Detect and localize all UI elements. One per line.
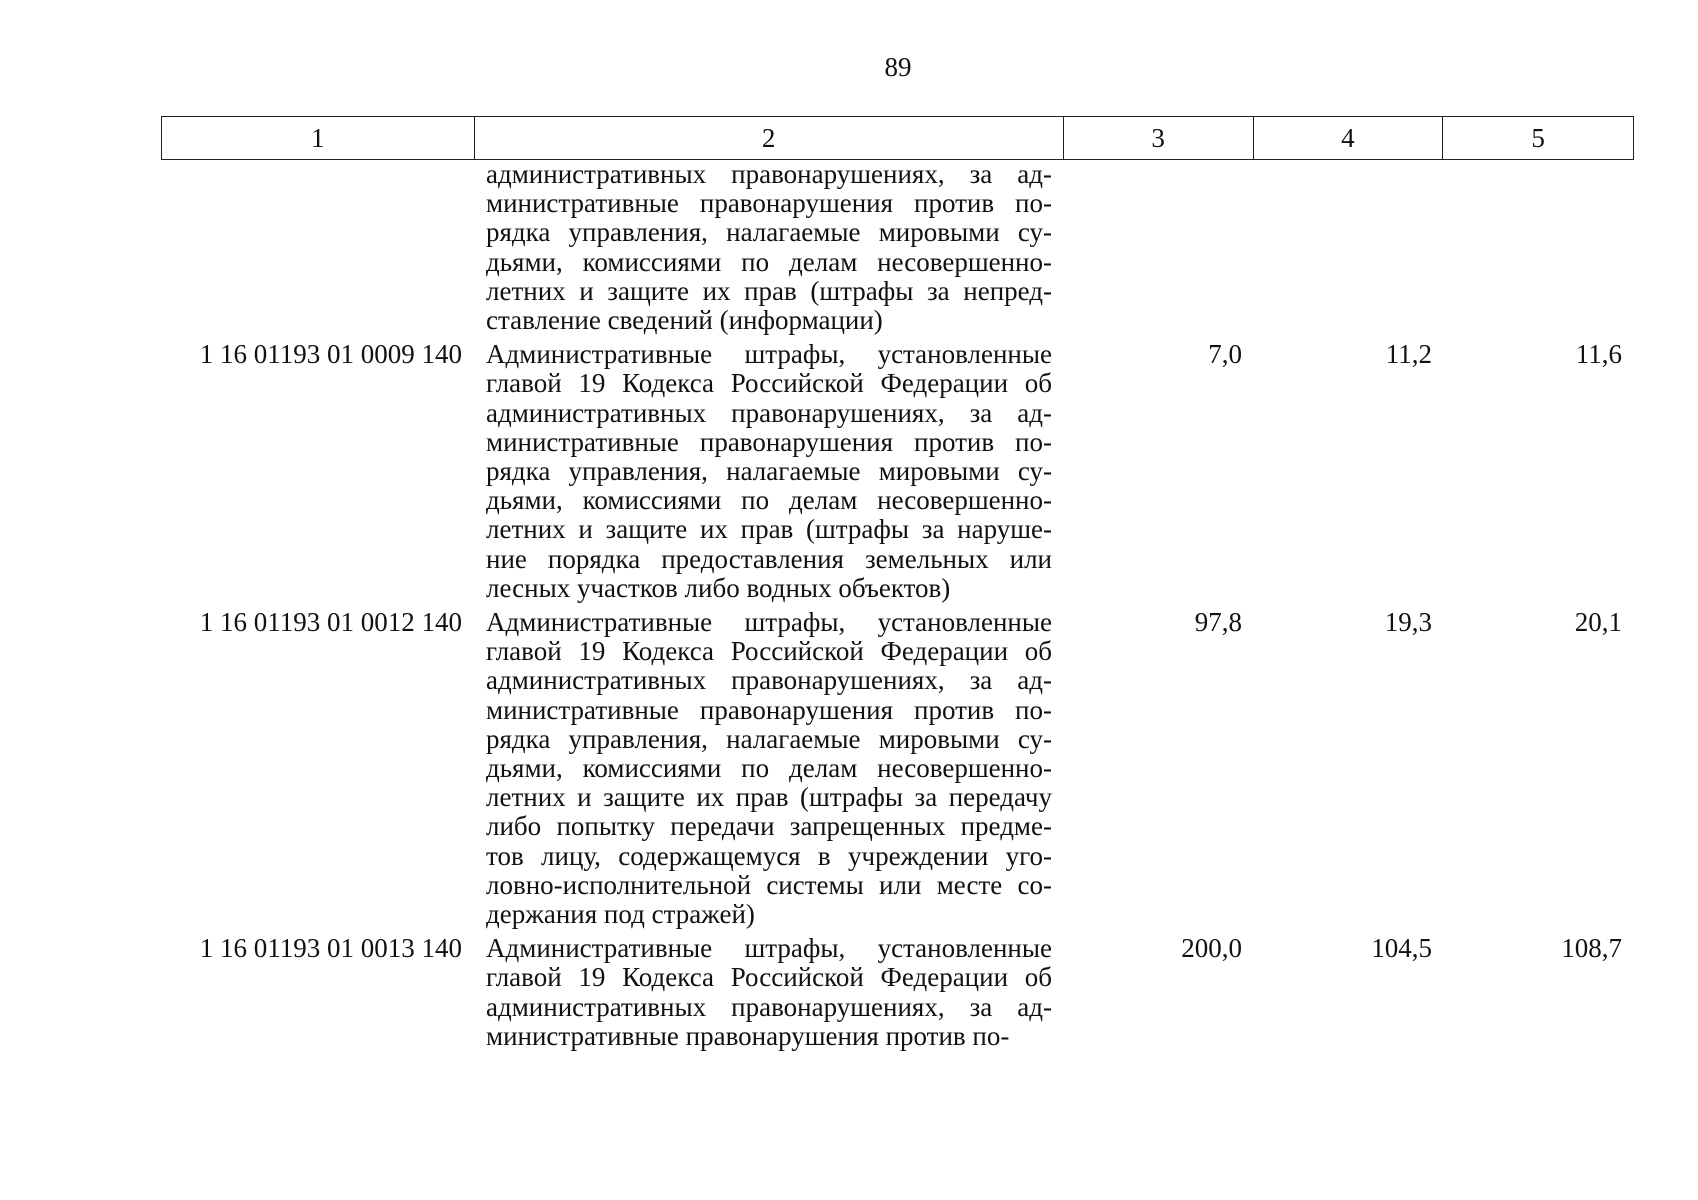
row-value-col5: 108,7 <box>1561 933 1622 964</box>
description-line: Административные штрафы, установленные <box>486 933 1052 964</box>
row-value-col5: 20,1 <box>1574 607 1622 638</box>
row-value-col4: 104,5 <box>1371 933 1432 964</box>
table-body <box>161 160 1634 1051</box>
description-line: административных правонарушениях, за ад- <box>486 159 1052 189</box>
row-description <box>474 160 1064 335</box>
page-number: 89 <box>884 52 912 82</box>
description-line: дьями, комиссиями по делам несовершенно- <box>486 753 1052 784</box>
row-value-col4 <box>1254 160 1444 335</box>
description-line: административных правонарушениях, за ад- <box>486 665 1052 696</box>
description-line: держания под стражей) <box>486 899 755 930</box>
description-line: дьями, комиссиями по делам несовершенно- <box>486 485 1052 516</box>
description-line: Административные штрафы, установленные <box>486 339 1052 370</box>
row-value-col4: 11,2 <box>1385 339 1432 370</box>
description-line: либо попытку передачи запрещенных предме- <box>486 811 1052 842</box>
row-value-col5 <box>1444 160 1634 335</box>
header-col-3: 3 <box>1064 117 1254 159</box>
header-col-4: 4 <box>1254 117 1444 159</box>
description-line: главой 19 Кодекса Российской Федерации об <box>486 368 1052 399</box>
table-row <box>161 160 1634 335</box>
row-value-col4: 19,3 <box>1384 607 1432 638</box>
header-col-1: 1 <box>162 117 475 159</box>
description-line: летних и защите их прав (штрафы за передачу <box>486 782 1052 813</box>
header-col-2: 2 <box>475 117 1064 159</box>
description-line: министративные правонарушения против по- <box>486 694 1052 725</box>
description-line: дьями, комиссиями по делам несовершенно- <box>486 246 1052 277</box>
table-header <box>161 116 1634 160</box>
description-line: министративные правонарушения против по- <box>486 1020 1010 1051</box>
description-line: ставление сведений (информации) <box>486 305 883 336</box>
row-value-col3: 7,0 <box>1208 339 1242 370</box>
description-line: летних и защите их прав (штрафы за непред- <box>486 275 1052 306</box>
description-line: главой 19 Кодекса Российской Федерации об <box>486 636 1052 667</box>
description-line: рядка управления, налагаемые мировыми су- <box>486 217 1052 248</box>
description-line: ние порядка предоставления земельных или <box>486 543 1052 574</box>
row-description <box>474 934 1064 1051</box>
table-row <box>161 608 1634 929</box>
description-line: рядка управления, налагаемые мировыми су- <box>486 723 1052 754</box>
description-line: министративные правонарушения против по- <box>486 426 1052 457</box>
row-code <box>161 160 474 335</box>
table-row <box>161 340 1634 603</box>
header-col-5: 5 <box>1531 122 1545 153</box>
description-line: тов лицу, содержащемуся в учреждении уго- <box>486 840 1052 871</box>
row-value-col3: 200,0 <box>1181 933 1242 964</box>
description-line: административных правонарушениях, за ад- <box>486 991 1052 1022</box>
description-line: лесных участков либо водных объектов) <box>486 572 951 603</box>
description-line: Административные штрафы, установленные <box>486 607 1052 638</box>
row-description <box>474 340 1064 603</box>
description-line: главой 19 Кодекса Российской Федерации об <box>486 962 1052 993</box>
row-value-col5: 11,6 <box>1575 339 1622 370</box>
row-code: 1 16 01193 01 0012 140 <box>199 607 462 638</box>
row-value-col3: 97,8 <box>1194 607 1242 638</box>
table-row <box>161 934 1634 1051</box>
description-line: рядка управления, налагаемые мировыми су- <box>486 456 1052 487</box>
description-line: административных правонарушениях, за ад- <box>486 397 1052 428</box>
row-value-col3 <box>1064 160 1254 335</box>
description-line: ловно-исполнительной системы или месте со- <box>486 869 1052 900</box>
row-code: 1 16 01193 01 0013 140 <box>199 933 462 964</box>
row-code: 1 16 01193 01 0009 140 <box>199 339 462 370</box>
description-line: летних и защите их прав (штрафы за наруше- <box>486 514 1052 545</box>
description-line: министративные правонарушения против по- <box>486 188 1052 219</box>
row-description <box>474 608 1064 929</box>
